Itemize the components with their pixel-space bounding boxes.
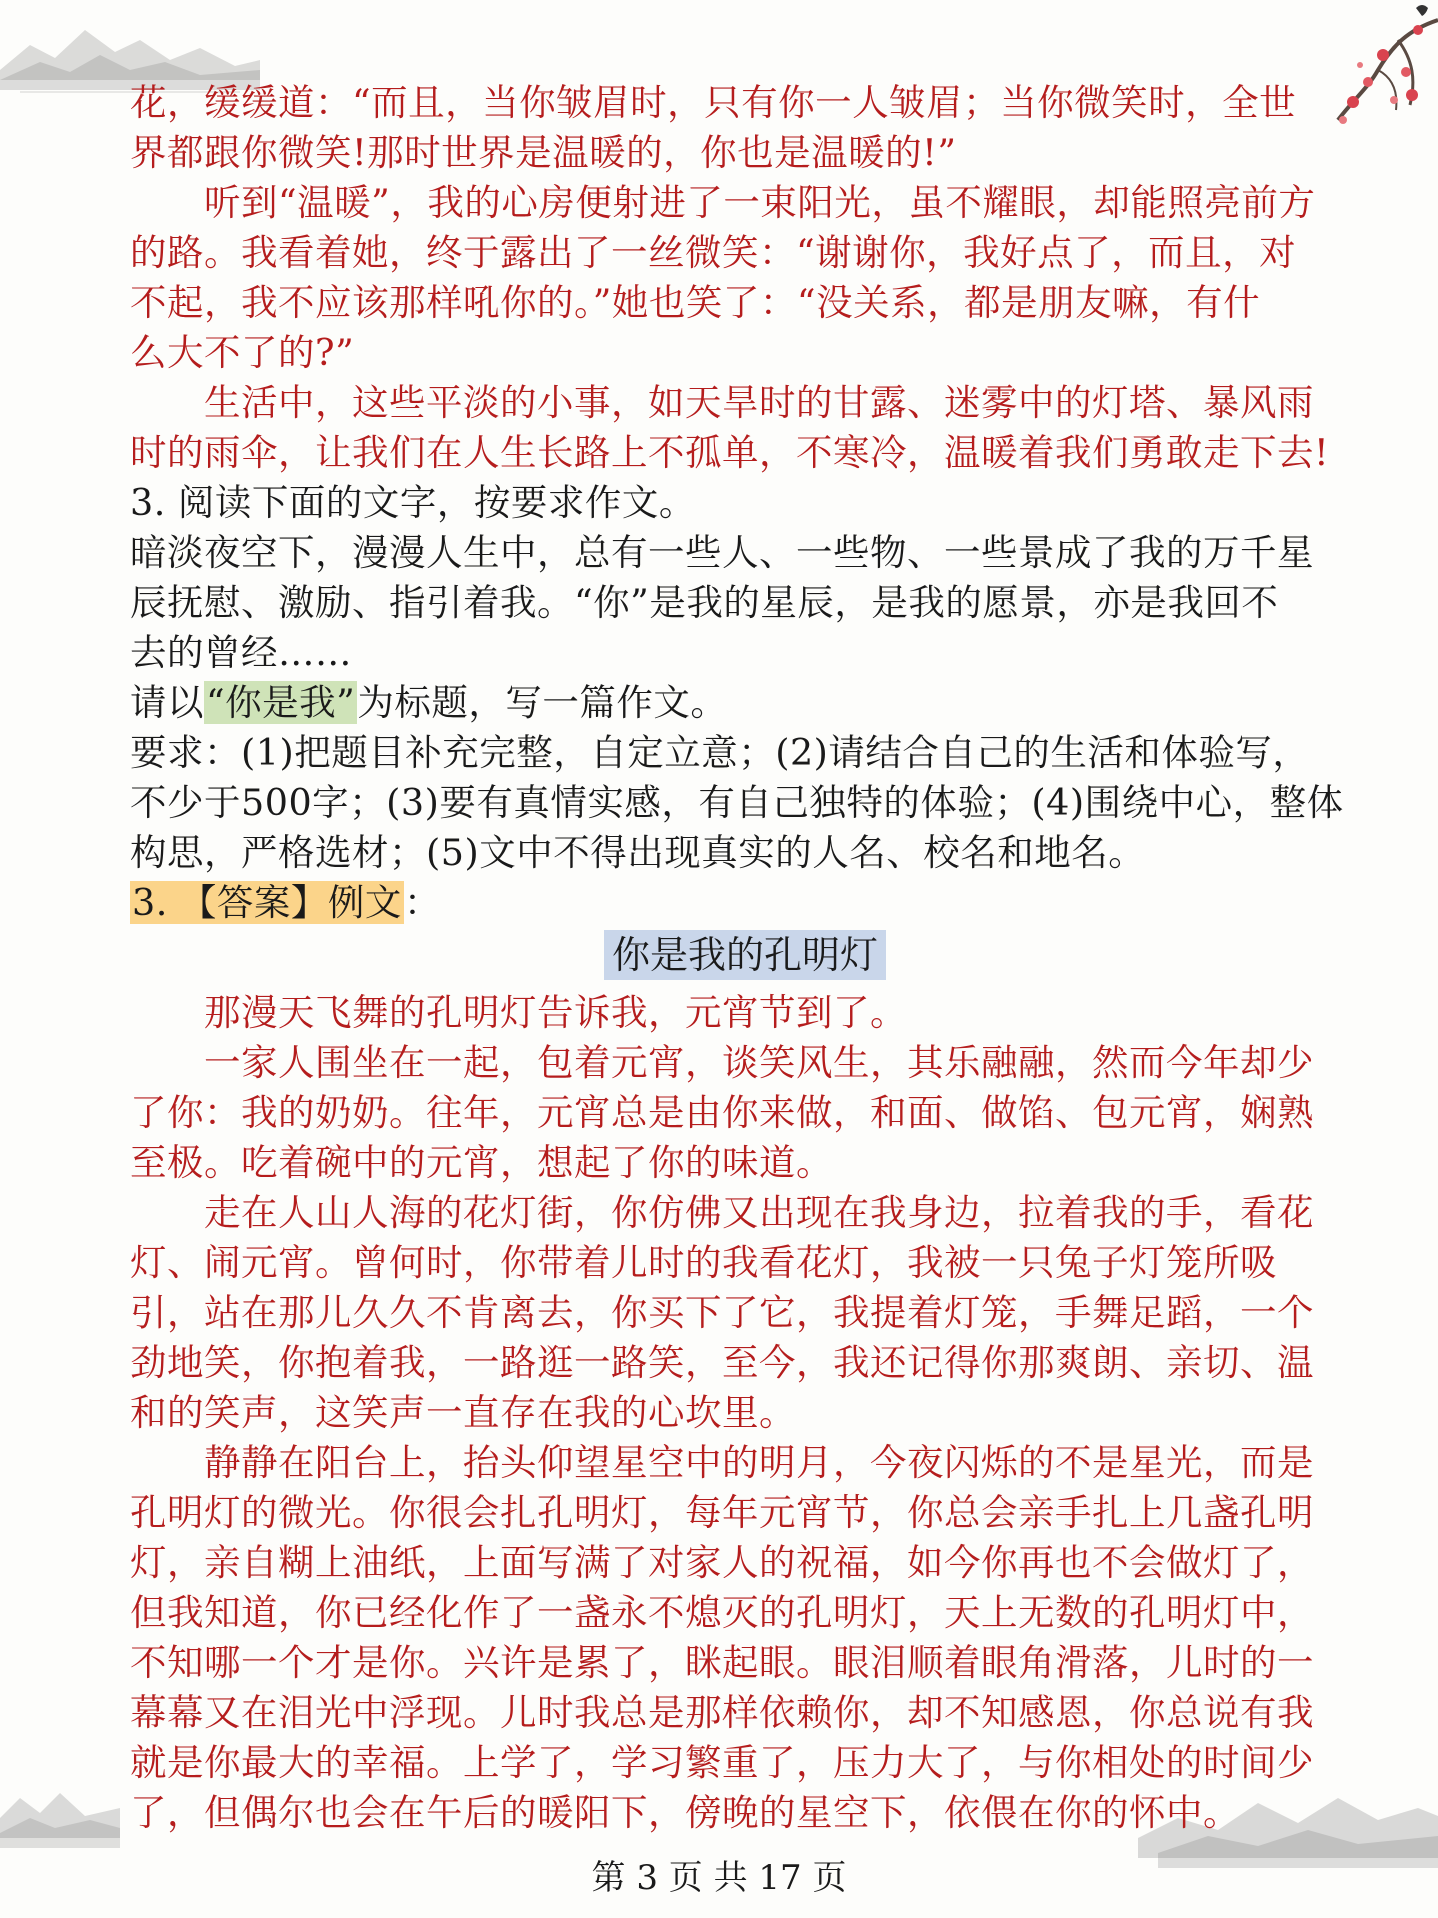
- title-instruction-pre: 请以: [130, 681, 204, 724]
- document-content: [130, 78, 1360, 1838]
- essay1-line: 听到“温暖”，我的心房便射进了一束阳光，虽不耀眼，却能照亮前方: [204, 181, 1316, 224]
- essay2-line: 劲地笑，你抱着我，一路逛一路笑，至今，我还记得你那爽朗、亲切、温: [130, 1341, 1314, 1384]
- essay2-line: 静静在阳台上，抬头仰望星空中的明月，今夜闪烁的不是星光，而是: [204, 1441, 1314, 1484]
- essay2-line: 至极。吃着碗中的元宵，想起了你的味道。: [130, 1141, 833, 1184]
- essay2-line: 灯，亲自糊上油纸，上面写满了对家人的祝福，如今你再也不会做灯了，: [130, 1541, 1314, 1584]
- answer-label-tail: ：: [403, 881, 441, 924]
- essay2-line: 和的笑声，这笑声一直存在我的心坎里。: [130, 1391, 796, 1434]
- essay1-line: 生活中，这些平淡的小事，如天旱时的甘露、迷雾中的灯塔、暴风雨: [204, 381, 1314, 424]
- essay2-line: 孔明灯的微光。你很会扎孔明灯，每年元宵节，你总会亲手扎上几盏孔明: [130, 1491, 1314, 1534]
- essay1-line: 时的雨伞，让我们在人生长路上不孤单，不寒冷，温暖着我们勇敢走下去!: [130, 431, 1330, 474]
- essay2-line: 那漫天飞舞的孔明灯告诉我，元宵节到了。: [204, 991, 907, 1034]
- essay2-line: 但我知道，你已经化作了一盏永不熄灭的孔明灯，天上无数的孔明灯中，: [130, 1591, 1314, 1634]
- essay2-line: 灯、闹元宵。曾何时，你带着儿时的我看花灯，我被一只兔子灯笼所吸: [130, 1241, 1277, 1284]
- title-instruction: [130, 678, 1360, 728]
- question-heading: 3. 阅读下面的文字，按要求作文。: [130, 481, 696, 524]
- essay1-line: 么大不了的?”: [130, 331, 355, 374]
- requirement-line: 不少于500字；(3)要有真情实感，有自己独特的体验；(4)围绕中心，整体: [130, 781, 1344, 824]
- prompt-line: 去的曾经……: [130, 631, 352, 674]
- prompt-line: 辰抚慰、激励、指引着我。“你”是我的星辰，是我的愿景，亦是我回不: [130, 581, 1279, 624]
- answer-label-highlight: 3. 【答案】例文: [132, 881, 402, 924]
- essay2-line: 走在人山人海的花灯街，你仿佛又出现在我身边，拉着我的手，看花: [204, 1191, 1314, 1234]
- essay-title-row: [130, 930, 1360, 986]
- title-instruction-post: 为标题，写一篇作文。: [357, 681, 728, 724]
- essay1-line: 不起，我不应该那样吼你的。”她也笑了：“没关系，都是朋友嘛，有什: [130, 281, 1261, 324]
- essay2-line: 引，站在那儿久久不肯离去，你买下了它，我提着灯笼，手舞足蹈，一个: [130, 1291, 1314, 1334]
- requirement-line: 要求：(1)把题目补充完整，自定立意；(2)请结合自己的生活和体验写，: [130, 731, 1310, 774]
- ink-mountain-decoration-bottom-left: [0, 1758, 120, 1858]
- essay1-line: 的路。我看着她，终于露出了一丝微笑：“谢谢你，我好点了，而且，对: [130, 231, 1297, 274]
- title-instruction-highlight: “你是我”: [206, 681, 356, 724]
- essay2-line: 了你：我的奶奶。往年，元宵总是由你来做，和面、做馅、包元宵，娴熟: [130, 1091, 1314, 1134]
- essay1-line: 花，缓缓道：“而且，当你皱眉时，只有你一人皱眉；当你微笑时，全世: [130, 81, 1297, 124]
- prompt-line: 暗淡夜空下，漫漫人生中，总有一些人、一些物、一些景成了我的万千星: [130, 531, 1314, 574]
- essay2-line: 了，但偶尔也会在午后的暖阳下，傍晚的星空下，依偎在你的怀中。: [130, 1791, 1240, 1834]
- requirement-line: 构思，严格选材；(5)文中不得出现真实的人名、校名和地名。: [130, 831, 1146, 874]
- essay1-line: 界都跟你微笑!那时世界是温暖的，你也是温暖的!”: [130, 131, 957, 174]
- page-number-footer: 第 3 页 共 17 页: [591, 1858, 847, 1898]
- essay2-line: 就是你最大的幸福。上学了，学习繁重了，压力大了，与你相处的时间少: [130, 1741, 1314, 1784]
- essay-title: 你是我的孔明灯: [604, 930, 886, 980]
- answer-label: [130, 878, 1360, 928]
- essay2-line: 幕幕又在泪光中浮现。儿时我总是那样依赖你，却不知感恩，你总说有我: [130, 1691, 1314, 1734]
- essay2-line: 一家人围坐在一起，包着元宵，谈笑风生，其乐融融，然而今年却少: [204, 1041, 1314, 1084]
- essay2-line: 不知哪一个才是你。兴许是累了，眯起眼。眼泪顺着眼角滑落，儿时的一: [130, 1641, 1314, 1684]
